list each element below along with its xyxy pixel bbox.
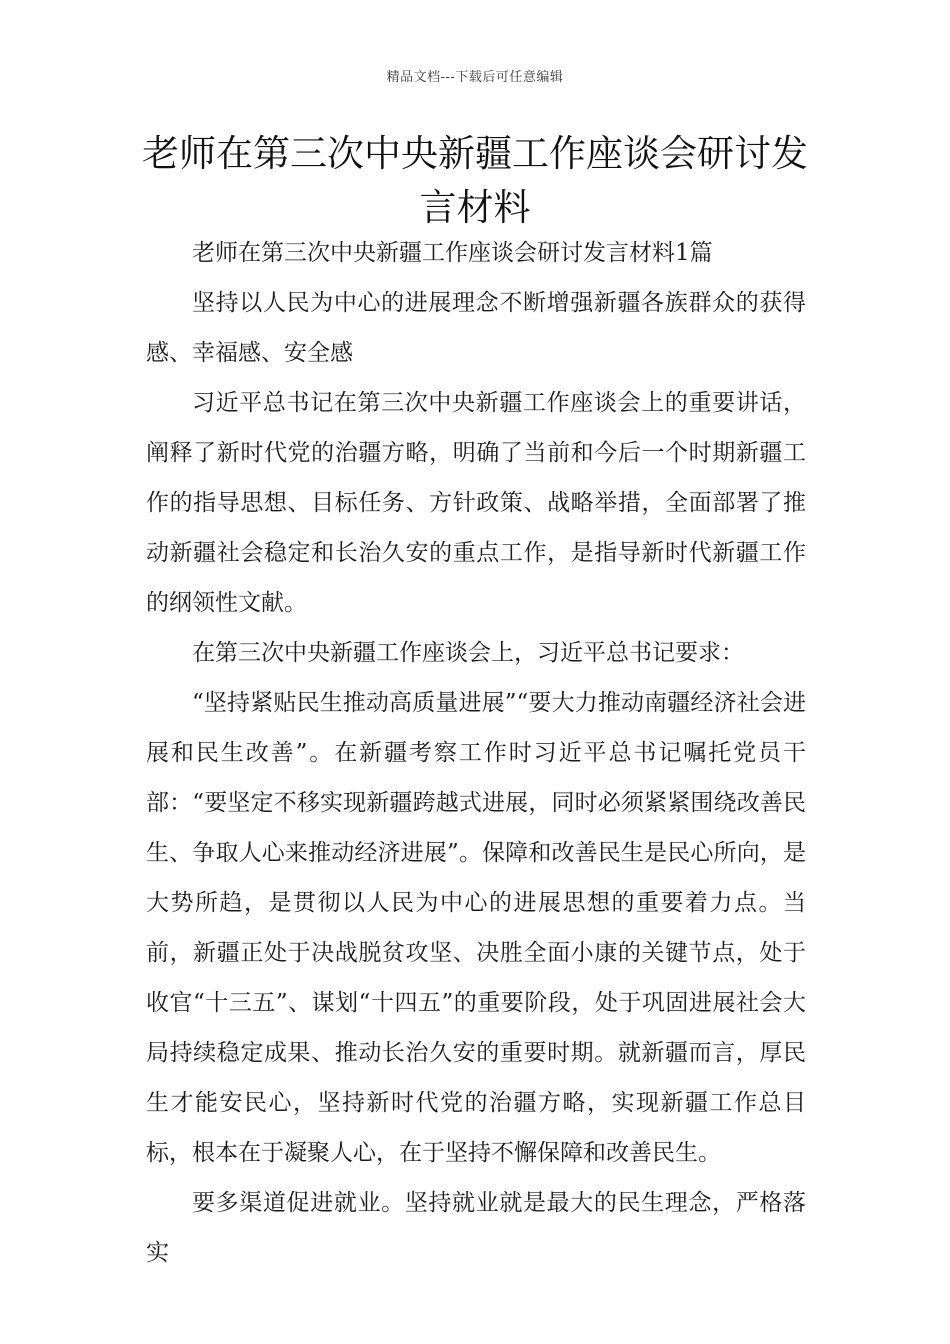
paragraph: 在第三次中央新疆工作座谈会上，习近平总书记要求： bbox=[192, 640, 744, 666]
paragraph: 习近平总书记在第三次中央新疆工作座谈会上的重要讲话，阐释了新时代党的治疆方略，明确了当前和今后一个时期新疆工作的指导思想、目标任务、方针政策、战略举措，全面部署了推动新疆社会稳定和长治久安的重点工作，是指导新时代新疆工作的纲领性文献。 bbox=[146, 390, 806, 616]
page-header-watermark: 精品文档---下载后可任意编辑 bbox=[386, 70, 564, 85]
document-title: 老师在第三次中央新疆工作座谈会研讨发言材料 bbox=[142, 132, 808, 229]
paragraph: 要多渠道促进就业。坚持就业就是最大的民生理念，严格落实 bbox=[146, 1190, 806, 1266]
paragraph: “坚持紧贴民生推动高质量进展”“要大力推动南疆经济社会进展和民生改善”。在新疆考察工作时习近平总书记嘱托党员干部：“要坚定不移实现新疆跨越式进展，同时必须紧紧围绕改善民生、争取人心来推动经济进展”。保障和改善民生是民心所向，是大势所趋，是贯彻以人民为中心的进展思想的重要着力点。当前，新疆正处于决战脱贫攻坚、决胜全面小康的关键节点，处于收官“十三五”、谋划“十四五”的重要阶段，处于巩固进展社会大局持续稳定成果、推动长治久安的重要时期。就新疆而言，厚民生才能安民心，坚持新时代党的治疆方略，实现新疆工作总目标，根本在于凝聚人心，在于坚持不懈保障和改善民生。 bbox=[146, 690, 806, 1166]
paragraph-subtitle: 老师在第三次中央新疆工作座谈会研讨发言材料1篇 bbox=[192, 240, 713, 266]
document-body bbox=[146, 228, 806, 1278]
paragraph-heading: 坚持以人民为中心的进展理念不断增强新疆各族群众的获得感、幸福感、安全感 bbox=[146, 290, 806, 366]
